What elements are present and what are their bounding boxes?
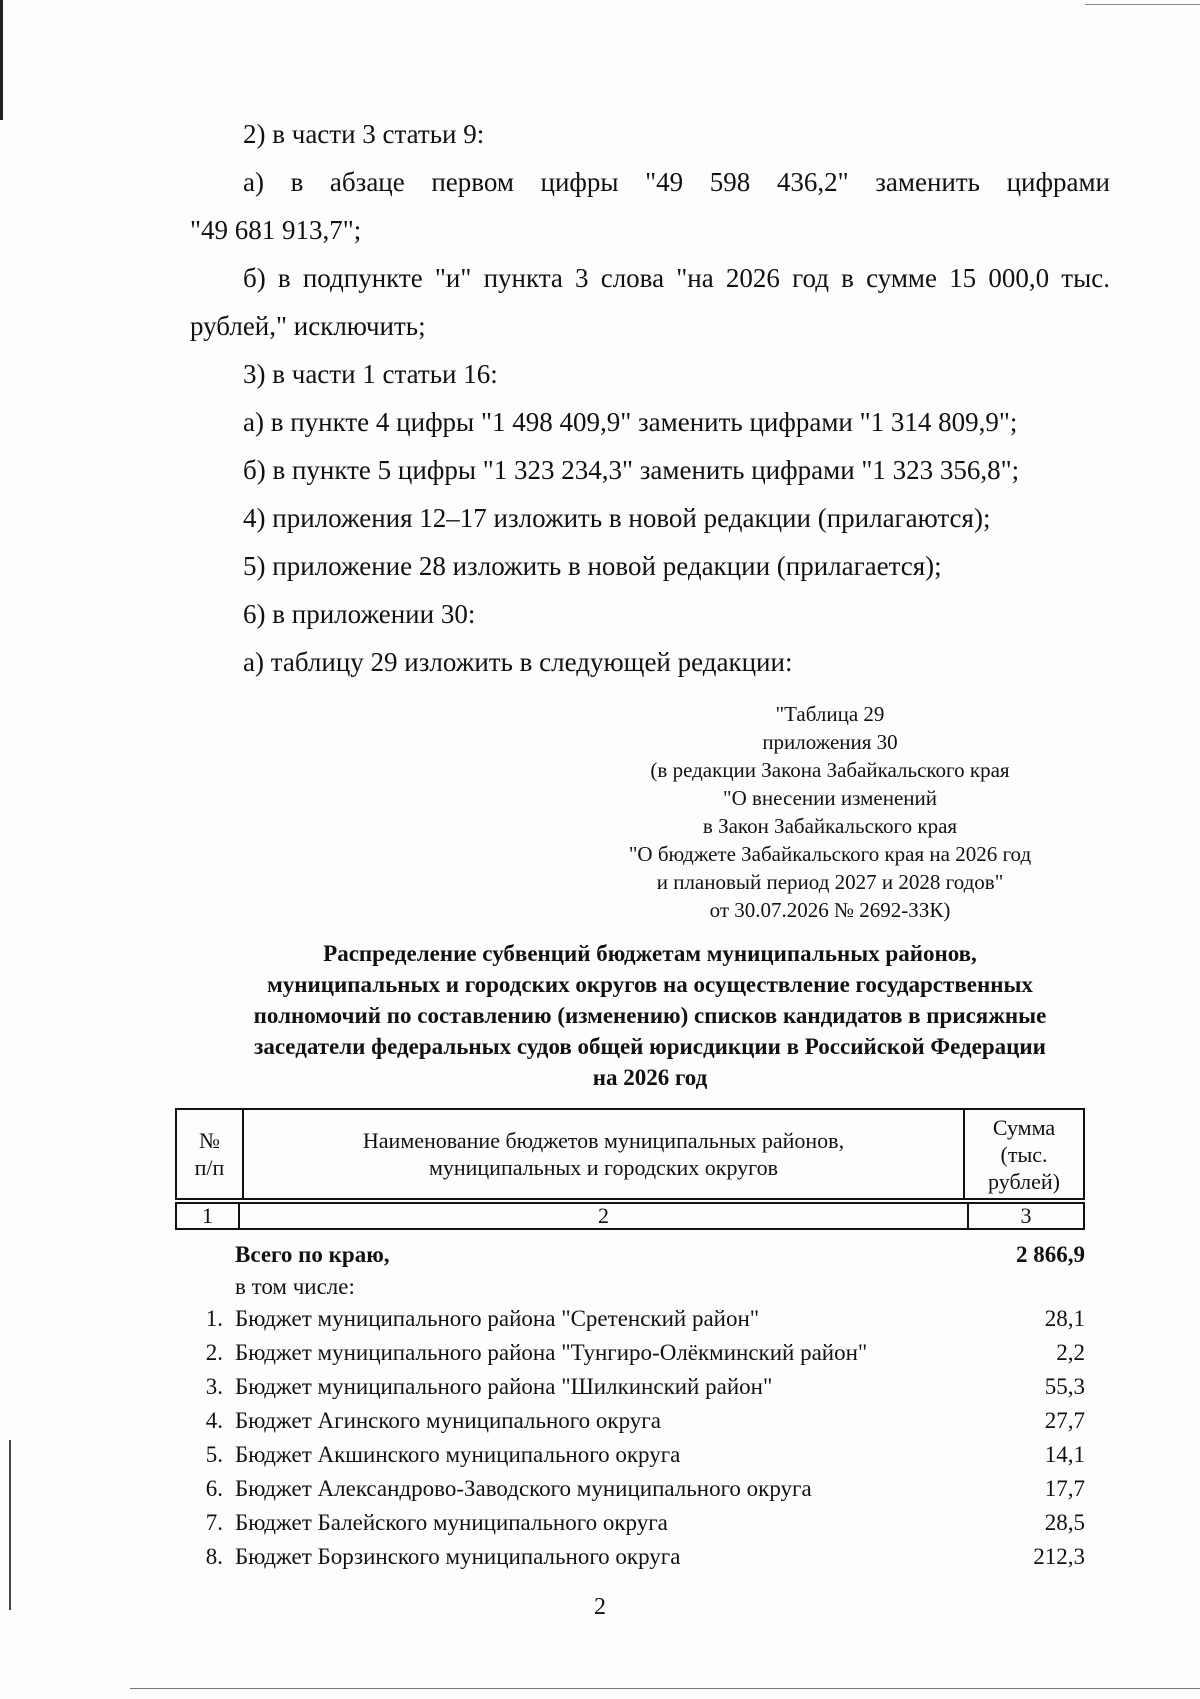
amendment-paragraph: б) в пункте 5 цифры "1 323 234,3" заменить цифрами "1 323 356,8"; [243,455,1020,485]
amendment-paragraph: а) таблицу 29 изложить в следующей редакции: [243,647,793,677]
row-number: 4. [205,1408,223,1433]
header-text: п/п [194,1155,225,1180]
subtotal-row [175,1272,1085,1302]
row-number: 6. [205,1476,223,1501]
row-value: 14,1 [1044,1442,1085,1467]
header-text: Наименование бюджетов муниципальных районов, [362,1128,845,1153]
row-value: 212,3 [1033,1544,1085,1569]
row-value: 17,7 [1044,1476,1085,1501]
title-line: Распределение субвенций бюджетам муниципальных районов, [323,941,977,966]
title-line: заседатели федеральных судов общей юрисдикции в Российской Федерации [254,1034,1046,1059]
note-line: "Таблица 29 [775,702,885,726]
note-line: и плановый период 2027 и 2028 годов" [656,870,1004,894]
table-row [175,1506,1085,1540]
amendment-paragraph: "49 681 913,7"; [190,215,362,245]
title-line: полномочий по составлению (изменению) списков кандидатов в присяжные [253,1003,1047,1028]
scan-edge-mark [9,1440,11,1610]
amendment-paragraph: 2) в части 3 статьи 9: [243,119,485,149]
amendment-paragraph: б) в подпункте "и" пункта 3 слова "на 2026 год в сумме 15 000,0 тыс. [243,263,1110,293]
header-sum-cell [964,1109,1084,1199]
table-row [175,1336,1085,1370]
table-row [175,1540,1085,1574]
row-name: Бюджет Агинского муниципального округа [235,1408,661,1433]
row-name: Бюджет муниципального района "Шилкинский район" [235,1374,773,1399]
column-number: 2 [239,1203,968,1229]
header-name-cell [243,1109,964,1199]
subvention-table-body [175,1238,1085,1574]
row-number: 5. [205,1442,223,1467]
header-text: № [199,1128,220,1153]
row-number: 1. [205,1306,223,1331]
row-number: 2. [205,1340,223,1365]
header-row [176,1109,1084,1199]
amendment-paragraph: рублей," исключить; [190,311,426,341]
note-line: "О бюджете Забайкальского края на 2026 год [628,842,1032,866]
column-number: 3 [968,1203,1084,1229]
header-number-cell [176,1109,243,1199]
row-number: 8. [205,1544,223,1569]
header-text: рублей) [988,1168,1060,1194]
note-line: "О внесении изменений [723,786,937,810]
row-value: 27,7 [1044,1408,1085,1433]
column-number: 1 [176,1203,239,1229]
amendment-paragraph: а) в абзаце первом цифры "49 598 436,2" заменить цифрами [243,167,1110,197]
header-text: муниципальных и городских округов [428,1155,779,1180]
row-value: 2,2 [1056,1340,1085,1365]
table-title [180,938,1120,1093]
scan-edge-mark [1085,4,1200,5]
total-value: 2 866,9 [1016,1242,1085,1267]
table-header [175,1108,1085,1200]
header-text: Сумма [992,1114,1056,1140]
note-line: от 30.07.2026 № 2692-ЗЗК) [709,898,951,922]
row-value: 28,5 [1044,1510,1085,1535]
row-name: Бюджет Балейского муниципального округа [235,1510,668,1535]
note-line: (в редакции Закона Забайкальского края [650,758,1010,782]
row-number: 7. [205,1510,223,1535]
note-line: в Закон Забайкальского края [702,814,958,838]
table-edition-note [580,700,1080,924]
table-row [175,1404,1085,1438]
title-line: муниципальных и городских округов на осуществление государственных [267,972,1033,997]
total-label: Всего по краю, [235,1242,390,1267]
column-numbers-row [175,1202,1085,1230]
amendment-paragraph: 6) в приложении 30: [243,599,476,629]
amendment-paragraph: 3) в части 1 статьи 16: [243,359,498,389]
row-name: Бюджет Борзинского муниципального округа [235,1544,681,1569]
scan-edge-mark [0,0,3,120]
row-name: Бюджет муниципального района "Тунгиро-Олёкминский район" [235,1340,868,1365]
page-number: 2 [594,1594,606,1620]
table-row [175,1438,1085,1472]
amendment-paragraph: а) в пункте 4 цифры "1 498 409,9" заменить цифрами "1 314 809,9"; [243,407,1018,437]
row-value: 28,1 [1044,1306,1085,1331]
row-name: Бюджет Акшинского муниципального округа [235,1442,681,1467]
header-text: (тыс. [1000,1141,1048,1167]
scan-edge-mark [130,1688,1200,1689]
row-value: 55,3 [1044,1374,1085,1399]
row-name: Бюджет муниципального района "Сретенский район" [235,1306,760,1331]
total-row [175,1238,1085,1272]
row-number: 3. [205,1374,223,1399]
row-name: Бюджет Александрово-Заводского муниципального округа [235,1476,812,1501]
table-row [175,1472,1085,1506]
title-line: на 2026 год [592,1065,708,1090]
subtotal-label: в том числе: [235,1274,355,1299]
table-row [175,1302,1085,1336]
amendment-paragraph: 5) приложение 28 изложить в новой редакции (прилагается); [243,551,942,581]
note-line: приложения 30 [762,730,898,754]
amendment-paragraph: 4) приложения 12–17 изложить в новой редакции (прилагаются); [243,503,991,533]
table-row [175,1370,1085,1404]
